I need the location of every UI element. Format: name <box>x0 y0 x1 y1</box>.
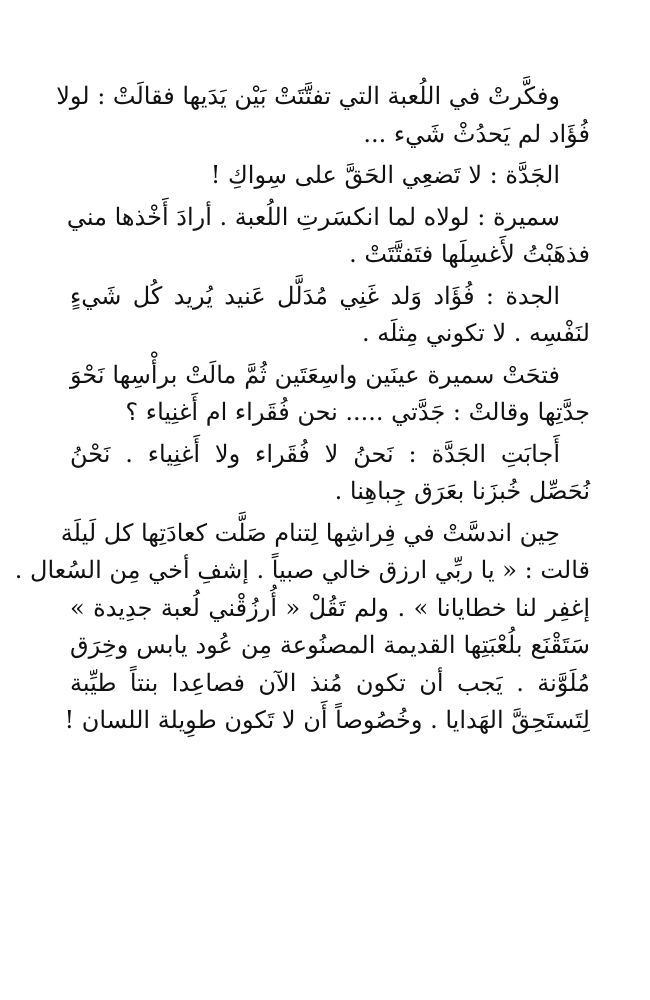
text-line: فتحَتْ سميرة عينَين واسِعَتَين ثُمَّ مالَتْ برأْسِها نَحْوَ <box>70 360 560 389</box>
text-line: فذهَبْتُ لأَغسِلَها فتَفتَّتَتْ . <box>349 240 590 268</box>
text-line: لِتَستَحِقَّ الهَدايا . وخُصُوصاً أَن لا تَكون طوِيلة اللسان ! <box>64 706 590 734</box>
text-line: نُحَصِّل خُبزَنا بعَرَق جِباهِنا . <box>334 477 590 505</box>
text-line: مُلَوَّنة . يَجب أن تكون مُنذ الآن فصاعِدا بنتاً طيِّبة <box>70 668 590 697</box>
document-page <box>14 78 590 740</box>
text-line: فُؤَاد لم يَحدُثْ شَيء ... <box>363 119 590 148</box>
text-line: حِين اندسَّتْ في فِراشِها لِتنام صَلَّت كعادَتِها كل لَيلَة <box>60 518 560 547</box>
text-line: سميرة : لولاه لما انكسَرتِ اللُعبة . أرادَ أَخْذها مني <box>66 202 560 231</box>
text-line: أَجابَتِ الجَدَّة : نَحنُ لا فُقَراء ولا أَغنِياء . نَحْنُ <box>70 439 560 468</box>
text-line: قالت : « يا ربِّي ارزق خالي صبياً . إشفِ أخي مِن السُعال . <box>14 556 590 584</box>
text-line: سَتَقْنَع بلُعْبَتِها القديمة المصنُوعة مِن عُود يابس وخِرَق <box>70 631 590 659</box>
text-line: لنَفْسِه . لا تكوني مِثلَه . <box>362 319 590 347</box>
text-line: الجدة : فُؤَاد وَلد غَنِي مُدَلَّل عَنيد يُريد كُل شَيءٍ <box>70 281 560 310</box>
text-line: جدَّتِها وقالتْ : جَدَّتي ..... نحن فُقَراء ام أَغنِياء ؟ <box>125 398 590 426</box>
text-line: الجَدَّة : لا تَضعِي الحَقَّ على سِواكِ ! <box>210 161 560 189</box>
text-line: وفكَّرتْ في اللُعبة التي تفتَّتَتْ بَيْن يَدَيها فقالَتْ : لولا <box>56 82 560 110</box>
text-line: إغفِر لنا خطايانا » . ولم تَقُلْ « أُرزُقْني لُعبة جدِيدة » <box>70 593 590 622</box>
